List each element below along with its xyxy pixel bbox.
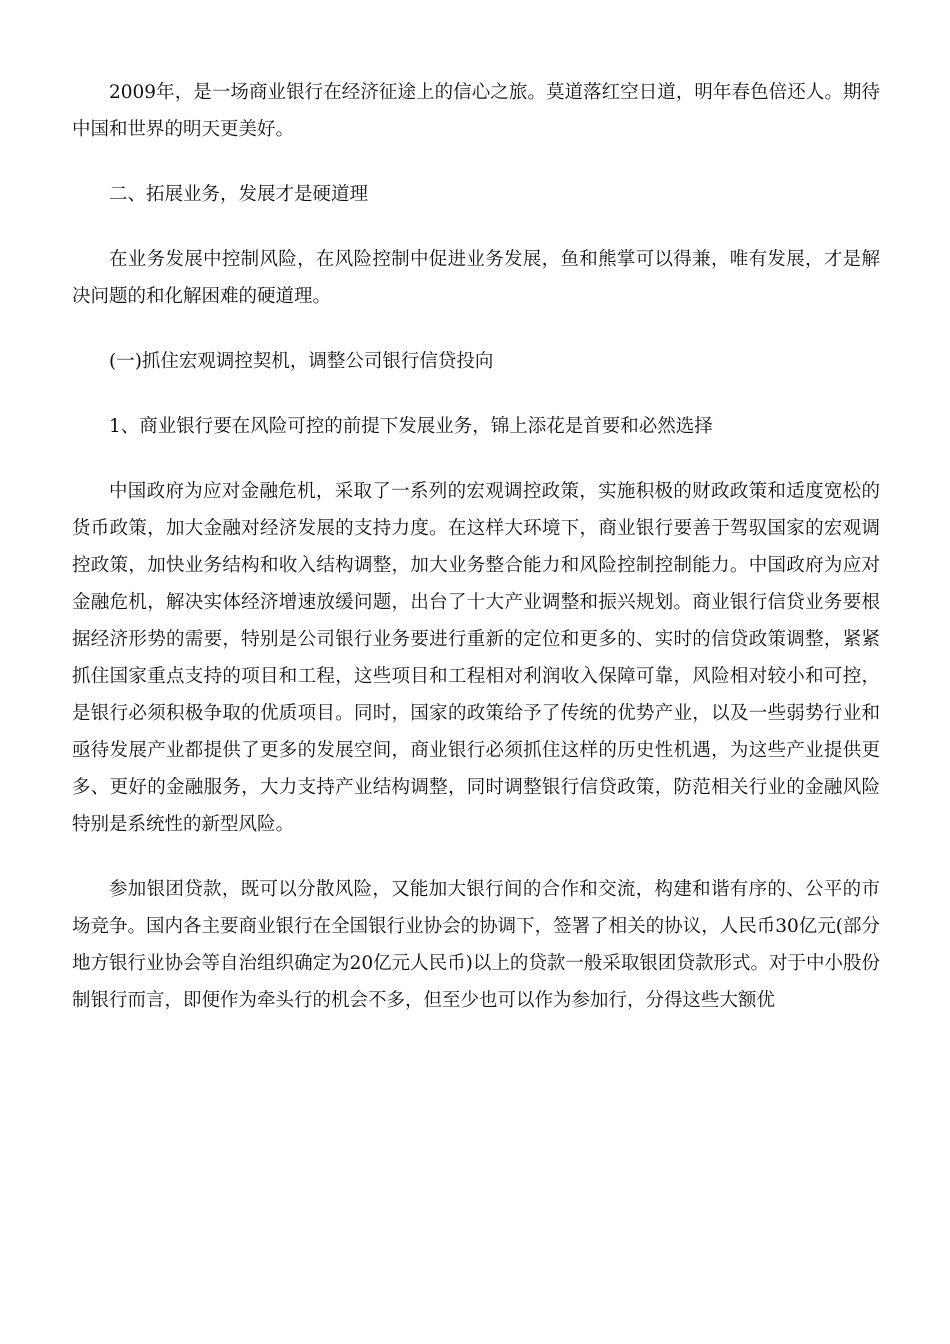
paragraph-intro: 2009年，是一场商业银行在经济征途上的信心之旅。莫道落红空日道，明年春色倍还人。期待中国和世界的明天更美好。 — [72, 82, 880, 140]
paragraph-macro-policy: 中国政府为应对金融危机，采取了一系列的宏观调控政策，实施积极的财政政策和适度宽松的货币政策，加大金融对经济发展的支持力度。在这样大环境下，商业银行要善于驾驭国家的宏观调控政策，加快业务结构和收入结构调整，加大业务整合能力和风险控制控制能力。中国政府为应对金融危机，解决实体经济增速放缓问题，出台了十大产业调整和振兴规划。商业银行信贷业务要根据经济形势的需要，特别是公司银行业务要进行重新的定位和更多的、实时的信贷政策调整，紧紧抓住国家重点支持的项目和工程，这些项目和工程相对利润收入保障可靠，风险相对较小和可控，是银行必须积极争取的优质项目。同时，国家的政策给予了传统的优势产业，以及一些弱势行业和亟待发展产业都提供了更多的发展空间，商业银行必须抓住这样的历史性机遇，为这些产业提供更多、更好的金融服务，大力支持产业结构调整，同时调整银行信贷政策，防范相关行业的金融风险特别是系统性的新型风险。 — [72, 481, 880, 835]
subsection-heading: (一)抓住宏观调控契机，调整公司银行信贷投向 — [109, 351, 494, 372]
point-heading: 1、商业银行要在风险可控的前提下发展业务，锦上添花是首要和必然选择 — [109, 416, 713, 437]
paragraph-development: 在业务发展中控制风险，在风险控制中促进业务发展，鱼和熊掌可以得兼，唯有发展，才是解决问题的和化解困难的硬道理。 — [72, 249, 880, 307]
document-body — [72, 74, 880, 1047]
section-heading: 二、拓展业务，发展才是硬道理 — [109, 184, 369, 205]
paragraph-syndicated-loans: 参加银团贷款，既可以分散风险，又能加大银行间的合作和交流，构建和谐有序的、公平的市场竞争。国内各主要商业银行在全国银行业协会的协调下，签署了相关的协议，人民币30亿元(部分地方银行业协会等自治组织确定为20亿元人民币)以上的贷款一般采取银团贷款形式。对于中小股份制银行而言，即便作为牵头行的机会不多，但至少也可以作为参加行，分得这些大额优 — [72, 879, 880, 1011]
